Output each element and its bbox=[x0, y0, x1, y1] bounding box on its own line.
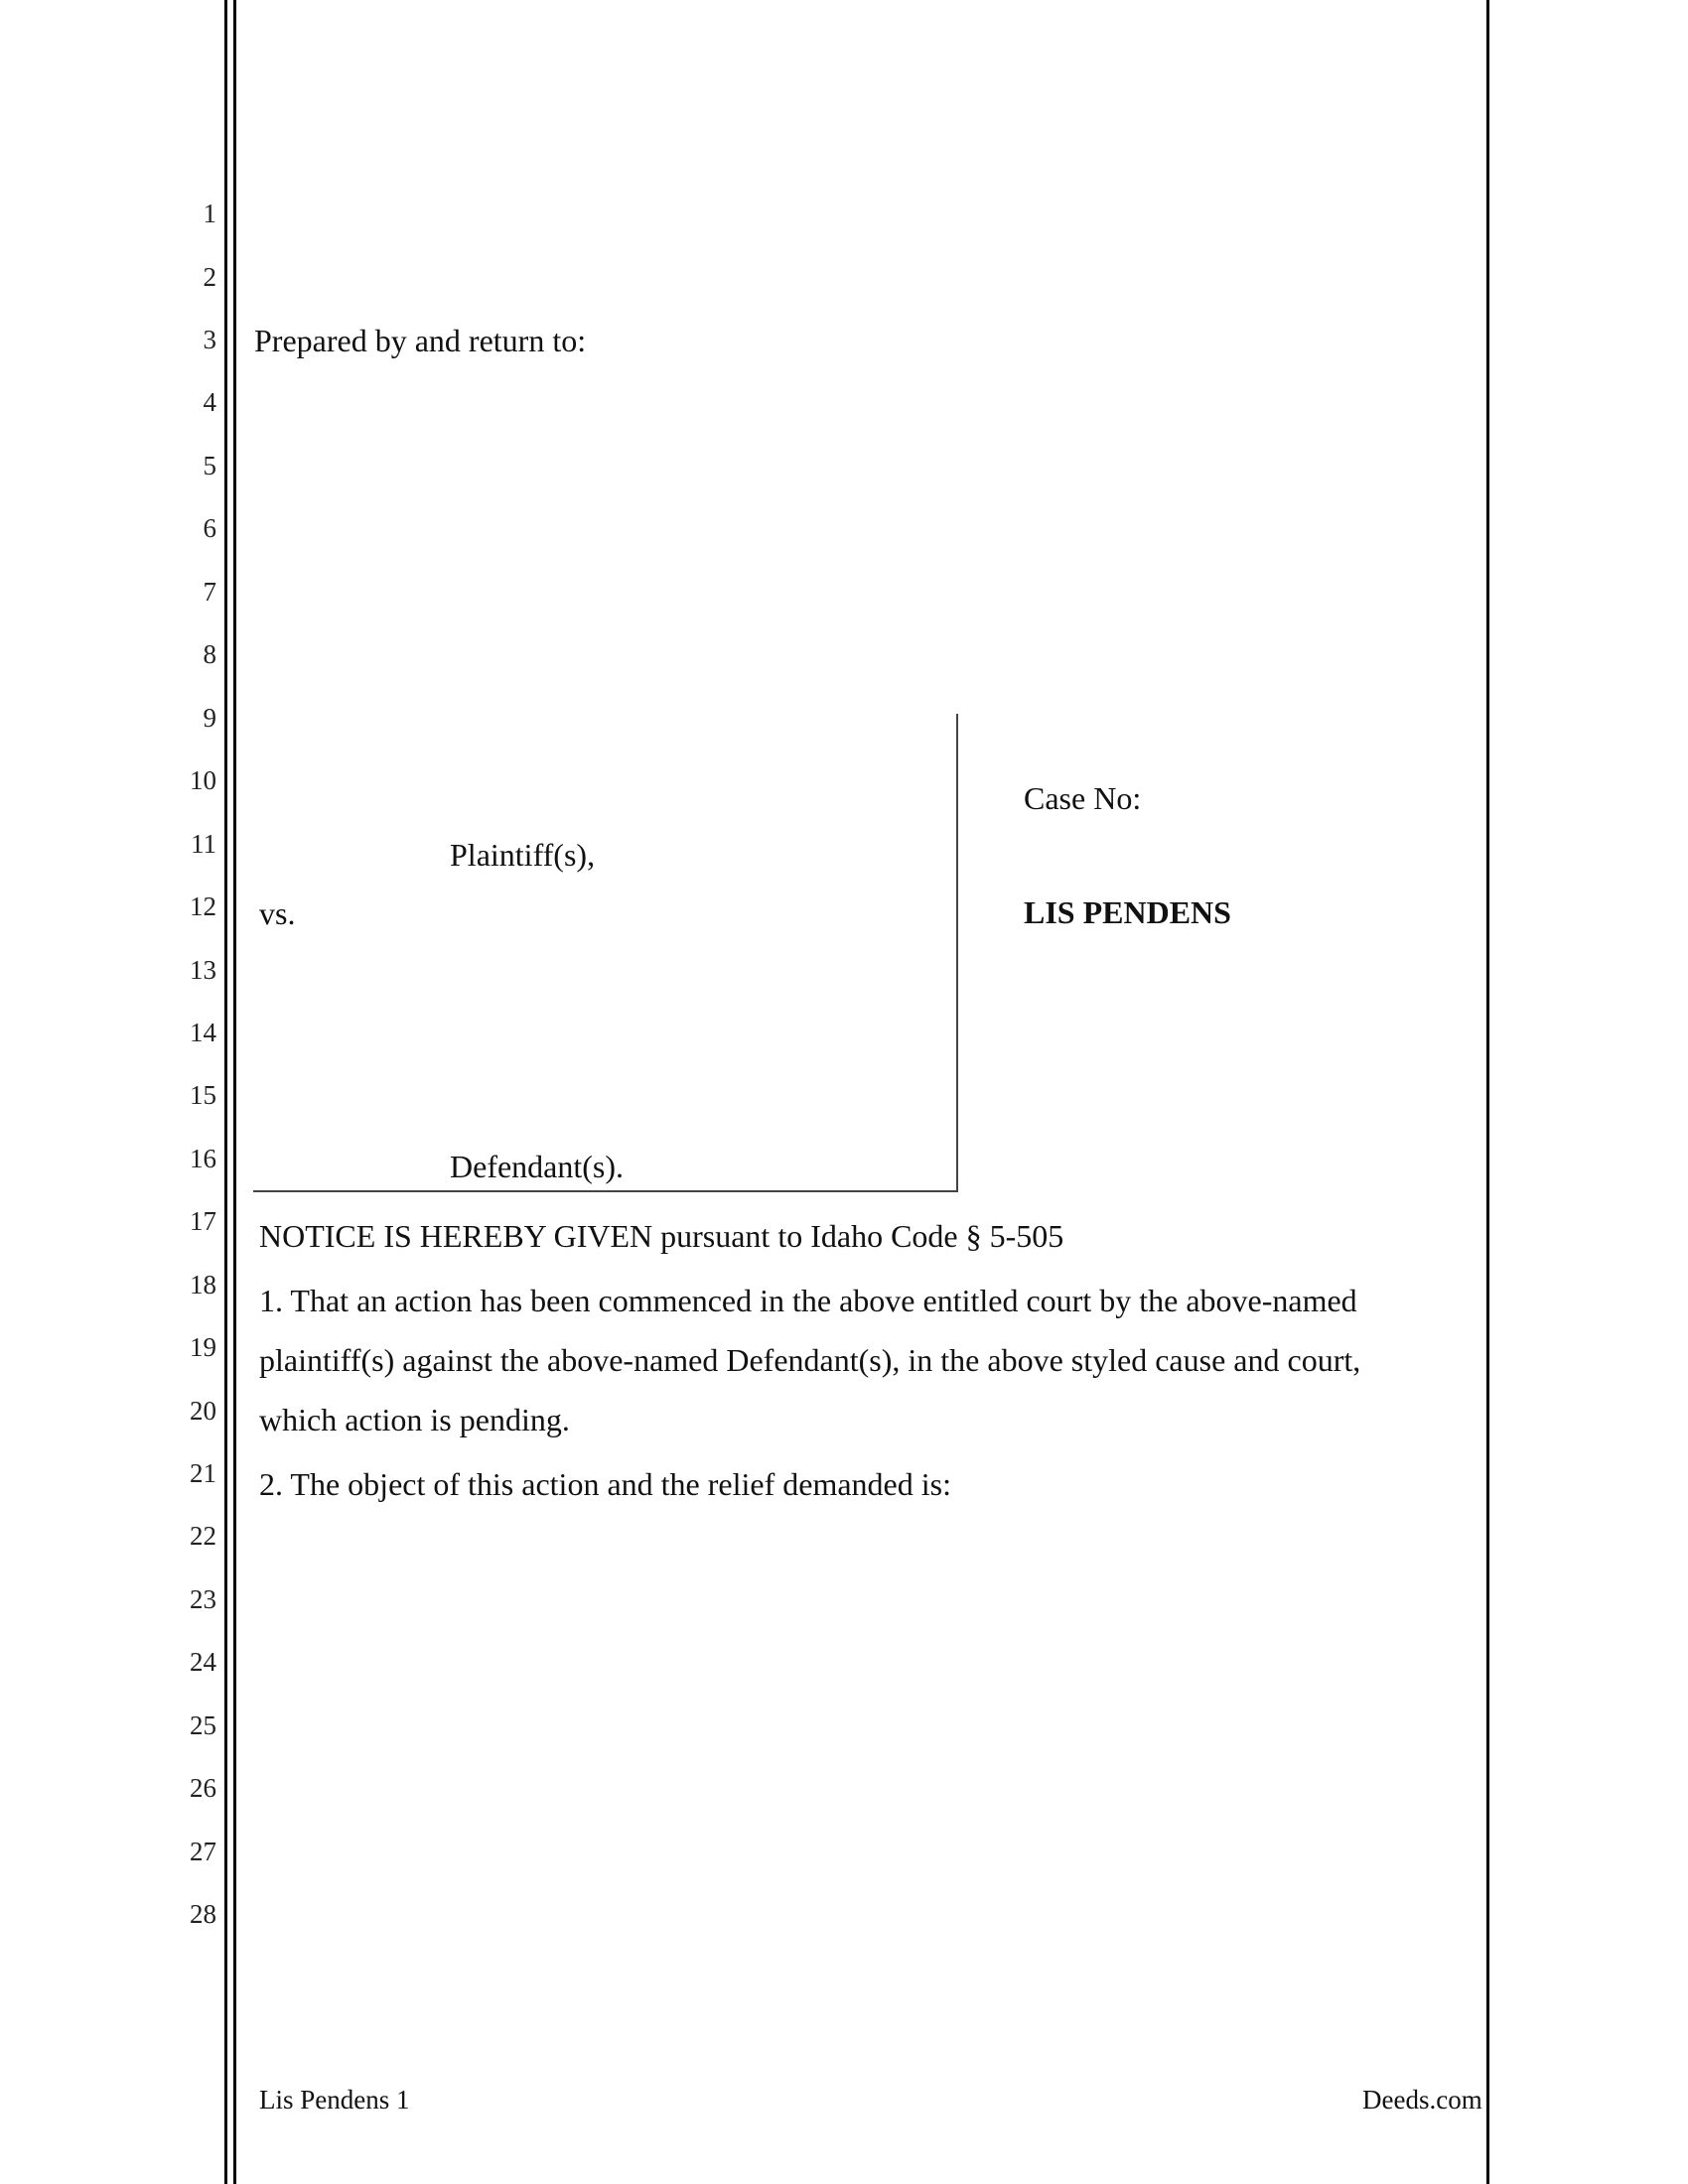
line-number: 5 bbox=[203, 451, 216, 480]
footer-brand: Deeds.com bbox=[1362, 2085, 1482, 2115]
line-number: 10 bbox=[190, 765, 216, 795]
versus-label: vs. bbox=[259, 895, 296, 931]
item-1-line-2: plaintiff(s) against the above-named Defendant(s), in the above styled cause and court, bbox=[259, 1342, 1361, 1378]
line-number: 2 bbox=[203, 262, 216, 292]
line-number: 4 bbox=[203, 387, 216, 417]
line-number: 17 bbox=[190, 1206, 216, 1236]
line-number: 15 bbox=[190, 1080, 216, 1110]
case-number-label: Case No: bbox=[1024, 780, 1142, 816]
footer-page-label: Lis Pendens 1 bbox=[259, 2085, 410, 2115]
line-number: 14 bbox=[190, 1018, 216, 1047]
line-number: 12 bbox=[190, 891, 216, 921]
caption-vertical-divider bbox=[956, 714, 958, 1192]
line-number: 16 bbox=[190, 1144, 216, 1173]
line-number: 20 bbox=[190, 1396, 216, 1426]
line-number: 24 bbox=[190, 1647, 216, 1677]
plaintiff-label: Plaintiff(s), bbox=[450, 837, 596, 873]
line-number: 1 bbox=[203, 199, 216, 228]
line-number: 9 bbox=[203, 703, 216, 733]
line-number: 3 bbox=[203, 325, 216, 354]
line-number: 27 bbox=[190, 1837, 216, 1866]
prepared-by-label: Prepared by and return to: bbox=[254, 323, 587, 358]
line-number: 7 bbox=[203, 577, 216, 607]
left-margin-rule-inner bbox=[233, 0, 236, 2184]
notice-statement: NOTICE IS HEREBY GIVEN pursuant to Idaho Code § 5-505 bbox=[259, 1218, 1064, 1254]
line-number: 22 bbox=[190, 1521, 216, 1551]
line-number: 19 bbox=[190, 1332, 216, 1362]
caption-horizontal-divider bbox=[253, 1190, 958, 1192]
line-number: 25 bbox=[190, 1710, 216, 1740]
line-number: 13 bbox=[190, 955, 216, 985]
line-number: 11 bbox=[191, 829, 216, 859]
document-title: LIS PENDENS bbox=[1024, 894, 1231, 930]
line-number: 28 bbox=[190, 1899, 216, 1929]
right-margin-rule bbox=[1486, 0, 1489, 2184]
line-number: 26 bbox=[190, 1773, 216, 1803]
line-number: 18 bbox=[190, 1270, 216, 1299]
left-margin-rule-outer bbox=[224, 0, 227, 2184]
item-1-line-1: 1. That an action has been commenced in the above entitled court by the above-named bbox=[259, 1283, 1357, 1318]
line-number: 6 bbox=[203, 513, 216, 543]
defendant-label: Defendant(s). bbox=[450, 1149, 625, 1184]
item-2-statement: 2. The object of this action and the relief demanded is: bbox=[259, 1466, 951, 1502]
line-number: 21 bbox=[190, 1458, 216, 1488]
item-1-line-3: which action is pending. bbox=[259, 1402, 570, 1437]
line-number: 8 bbox=[203, 639, 216, 669]
line-number: 23 bbox=[190, 1584, 216, 1614]
